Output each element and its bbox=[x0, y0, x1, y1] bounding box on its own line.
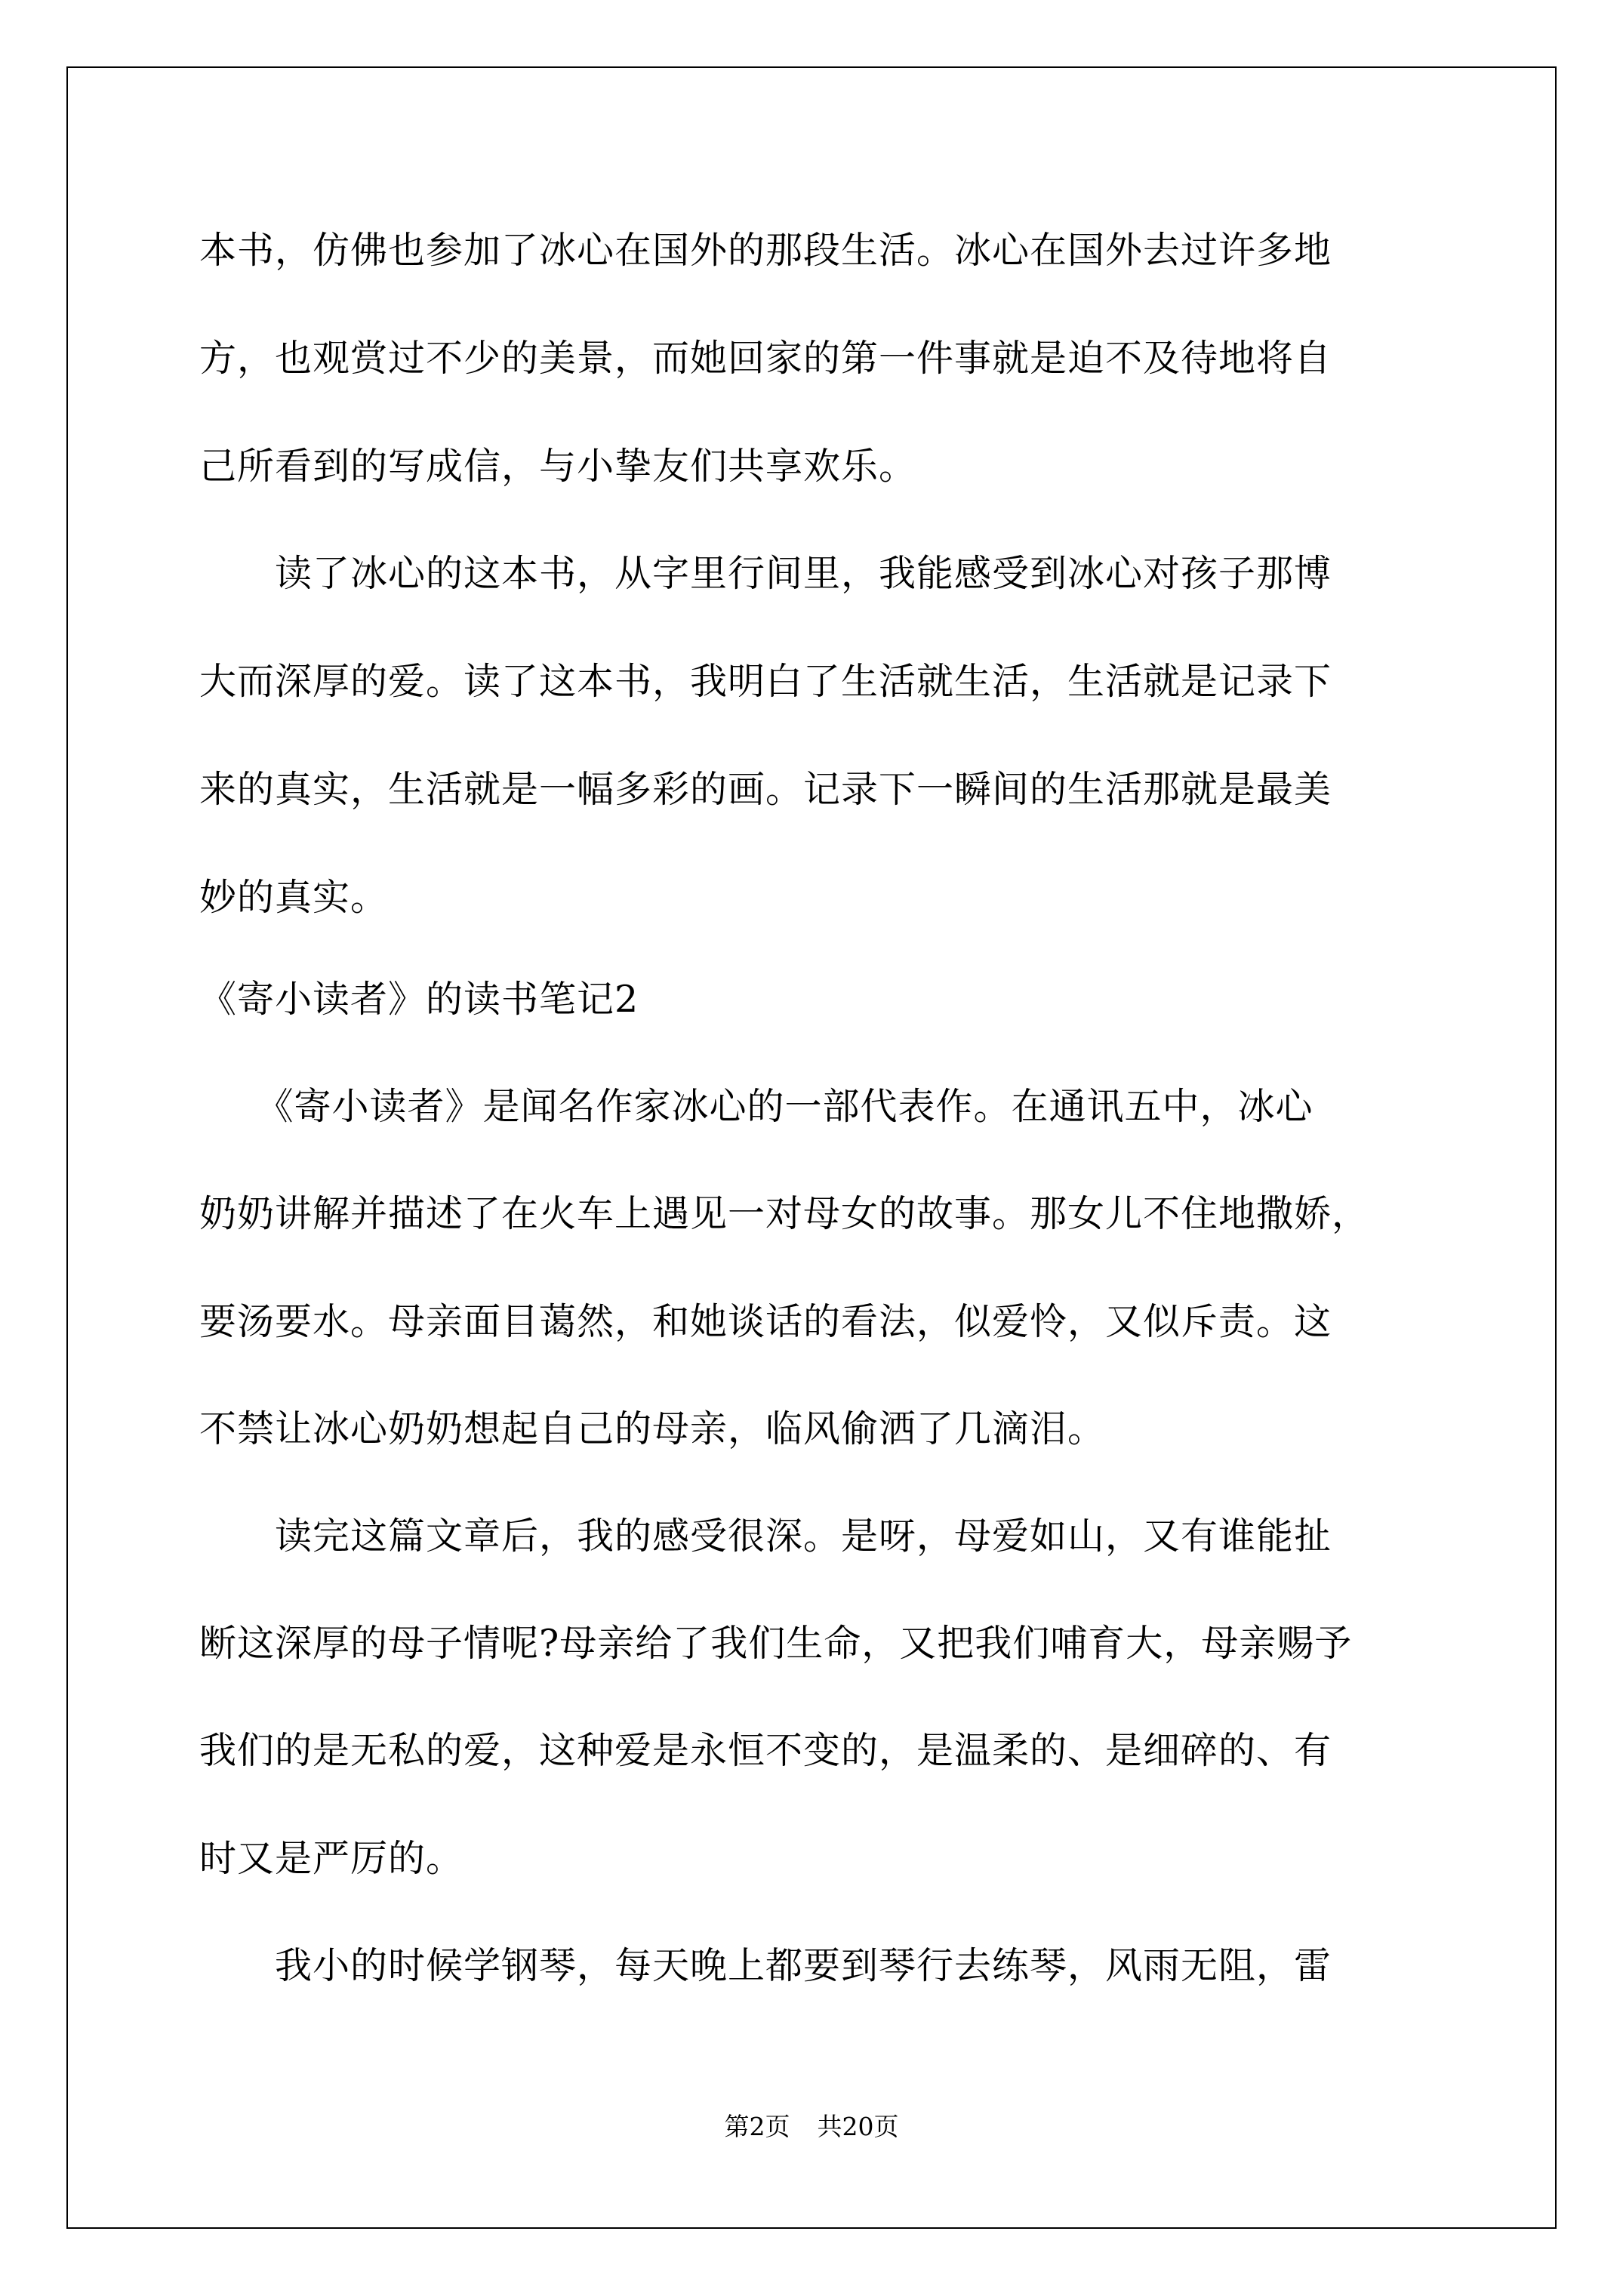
paragraph-line: 妙的真实。 bbox=[199, 876, 389, 919]
paragraph-line: 我们的是无私的爱，这种爱是永恒不变的，是温柔的、是细碎的、有 bbox=[199, 1729, 1332, 1772]
paragraph-line: 《寄小读者》是闻名作家冰心的一部代表作。在通讯五中，冰心 bbox=[199, 1085, 1313, 1128]
paragraph-line: 方，也观赏过不少的美景，而她回家的第一件事就是迫不及待地将自 bbox=[199, 337, 1332, 380]
paragraph-line: 读完这篇文章后，我的感受很深。是呀，母爱如山，又有谁能扯 bbox=[199, 1515, 1332, 1558]
paragraph-line: 时又是严厉的。 bbox=[199, 1837, 464, 1880]
page-number: 第2页 bbox=[724, 2112, 790, 2141]
page-border bbox=[66, 66, 1557, 2229]
section-heading: 《寄小读者》的读书笔记2 bbox=[199, 978, 639, 1021]
paragraph-line: 来的真实，生活就是一幅多彩的画。记录下一瞬间的生活那就是最美 bbox=[199, 768, 1332, 811]
paragraph-line: 大而深厚的爱。读了这本书，我明白了生活就生活，生活就是记录下 bbox=[199, 660, 1332, 703]
paragraph-line: 要汤要水。母亲面目蔼然，和她谈话的看法，似爱怜，又似斥责。这 bbox=[199, 1300, 1332, 1343]
paragraph-line: 不禁让冰心奶奶想起自己的母亲，临风偷洒了几滴泪。 bbox=[199, 1407, 1106, 1450]
paragraph-line: 我小的时候学钢琴，每天晚上都要到琴行去练琴，风雨无阻，雷 bbox=[199, 1944, 1332, 1987]
page-total: 共20页 bbox=[817, 2112, 899, 2141]
paragraph-line: 读了冰心的这本书，从字里行间里，我能感受到冰心对孩子那博 bbox=[199, 552, 1332, 595]
paragraph-line: 本书，仿佛也参加了冰心在国外的那段生活。冰心在国外去过许多地 bbox=[199, 229, 1332, 272]
paragraph-line: 己所看到的写成信，与小挚友们共享欢乐。 bbox=[199, 445, 917, 488]
page-footer bbox=[0, 2112, 1623, 2142]
paragraph-line: 奶奶讲解并描述了在火车上遇见一对母女的故事。那女儿不住地撒娇， bbox=[199, 1192, 1370, 1235]
paragraph-line: 断这深厚的母子情呢?母亲给了我们生命，又把我们哺育大，母亲赐予 bbox=[199, 1622, 1353, 1665]
